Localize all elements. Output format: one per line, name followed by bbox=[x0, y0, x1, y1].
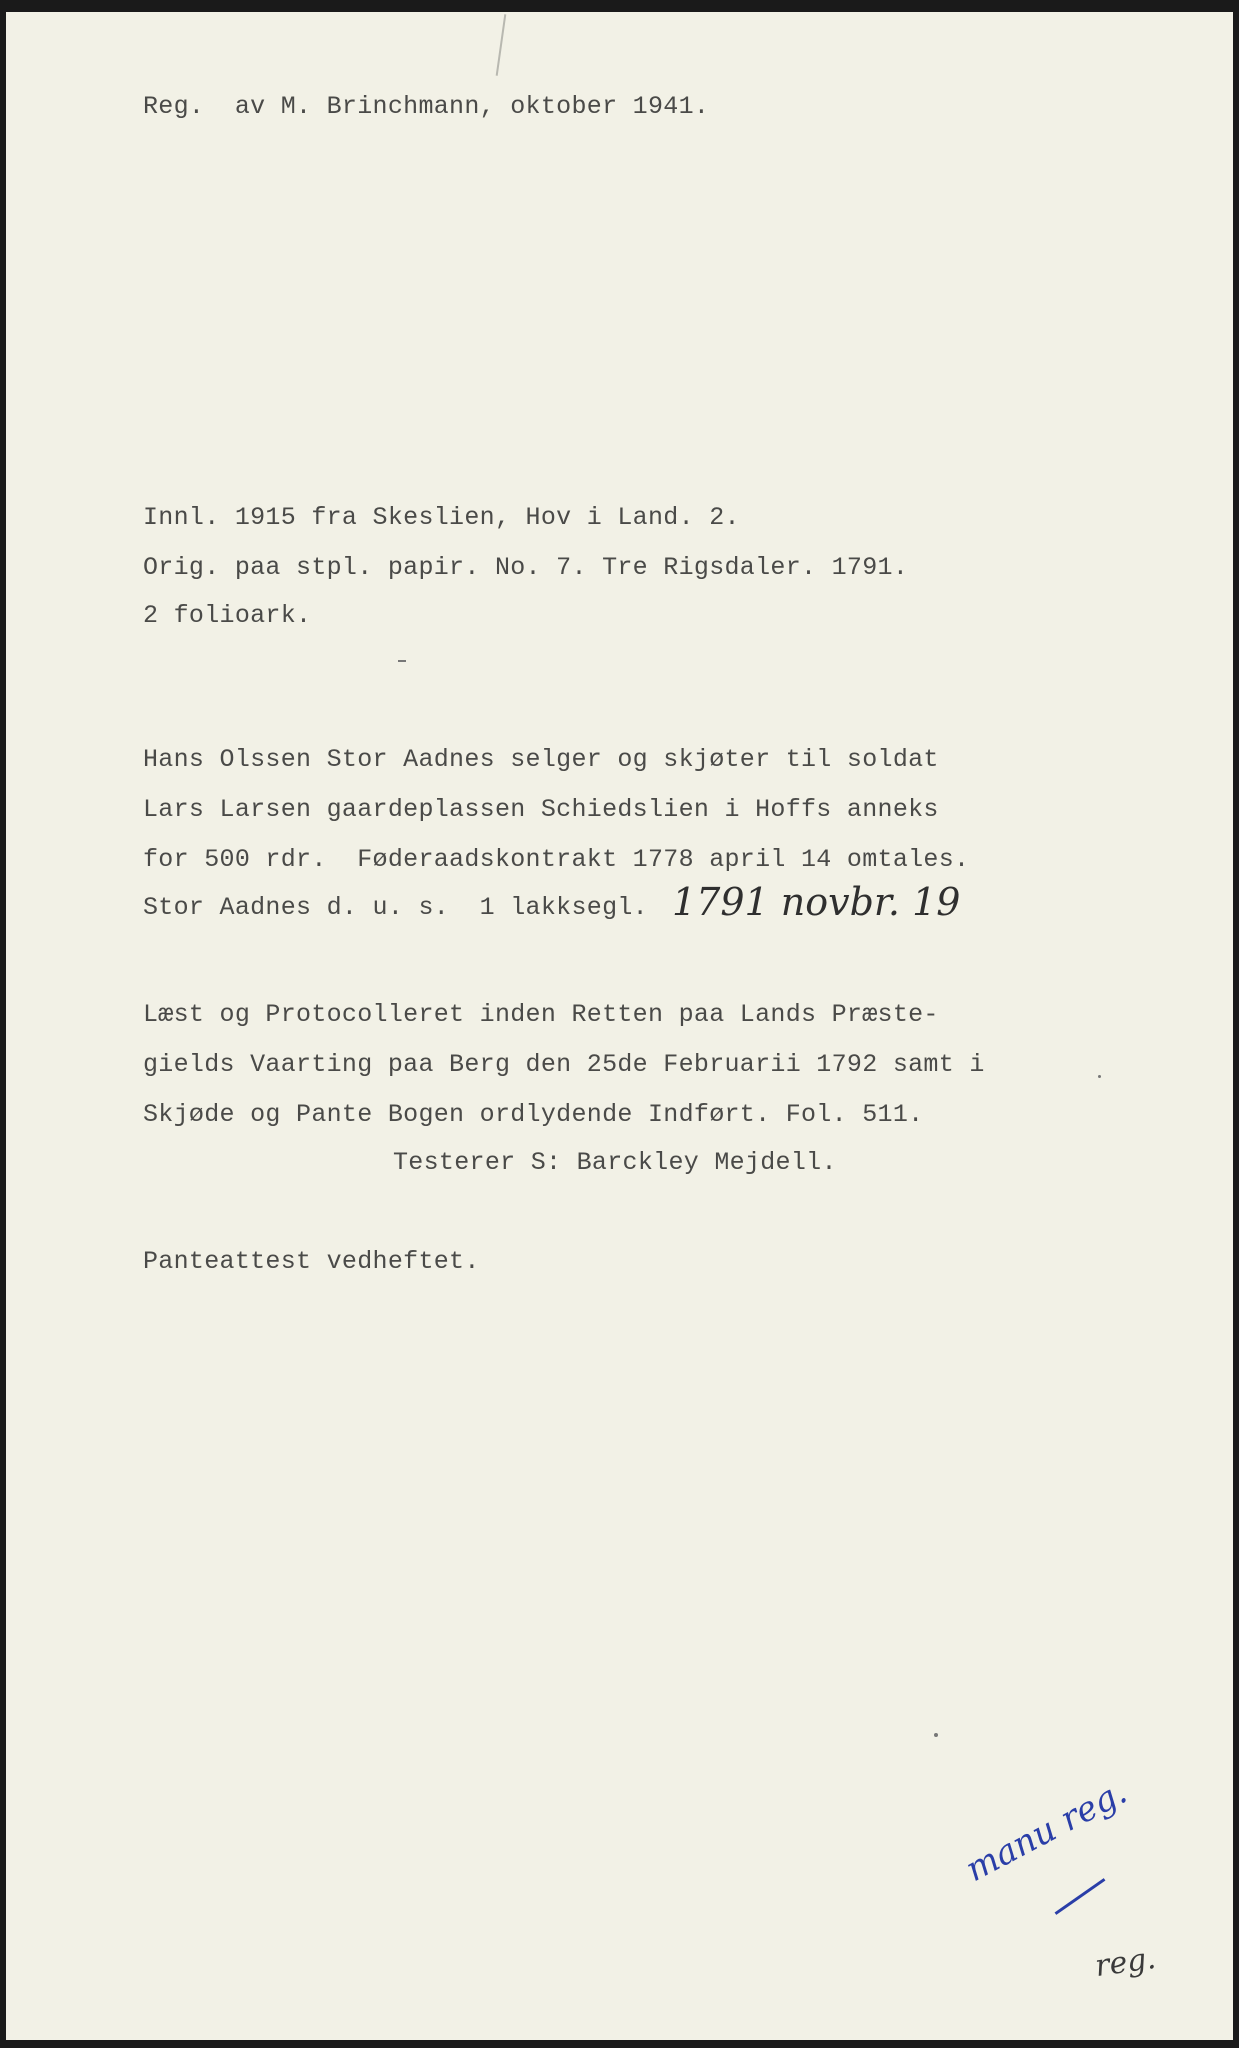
handwritten-pencil-note: reg. bbox=[1092, 1940, 1158, 1985]
handwritten-blue-note: manu reg. bbox=[959, 1772, 1134, 1890]
scan-border-left bbox=[0, 0, 6, 2048]
blue-underline bbox=[1055, 1878, 1106, 1915]
registration-header: Reg. av M. Brinchmann, oktober 1941. bbox=[143, 92, 710, 121]
handwritten-date: 1791 novbr. 19 bbox=[672, 880, 961, 924]
registration-line-1: Læst og Protocolleret inden Retten paa Lands Præste- bbox=[143, 1000, 939, 1029]
entry-line-2: Orig. paa stpl. papir. No. 7. Tre Rigsdaler. 1791. bbox=[143, 553, 909, 582]
paper-speck bbox=[1098, 1075, 1101, 1078]
registration-line-4: Testerer S: Barckley Mejdell. bbox=[393, 1148, 837, 1177]
entry-line-3: 2 folioark. bbox=[143, 601, 312, 630]
paper-speck bbox=[934, 1733, 938, 1737]
scan-border-right bbox=[1233, 0, 1239, 2048]
summary-line-1: Hans Olssen Stor Aadnes selger og skjøter til soldat bbox=[143, 745, 939, 774]
scan-border-bottom bbox=[0, 2040, 1239, 2048]
attachment-note: Panteattest vedheftet. bbox=[143, 1247, 480, 1276]
summary-line-3: for 500 rdr. Føderaadskontrakt 1778 april 14 omtales. bbox=[143, 845, 970, 874]
registration-line-3: Skjøde og Pante Bogen ordlydende Indført. Fol. 511. bbox=[143, 1100, 924, 1129]
entry-line-1: Innl. 1915 fra Skeslien, Hov i Land. 2. bbox=[143, 503, 740, 532]
pencil-stroke bbox=[496, 14, 507, 76]
summary-line-4: Stor Aadnes d. u. s. 1 lakksegl. bbox=[143, 893, 648, 922]
registration-line-2: gields Vaarting paa Berg den 25de Februarii 1792 samt i bbox=[143, 1050, 985, 1079]
scan-border-top bbox=[0, 0, 1239, 12]
summary-line-2: Lars Larsen gaardeplassen Schiedslien i Hoffs anneks bbox=[143, 795, 939, 824]
paper-speck bbox=[398, 660, 406, 662]
